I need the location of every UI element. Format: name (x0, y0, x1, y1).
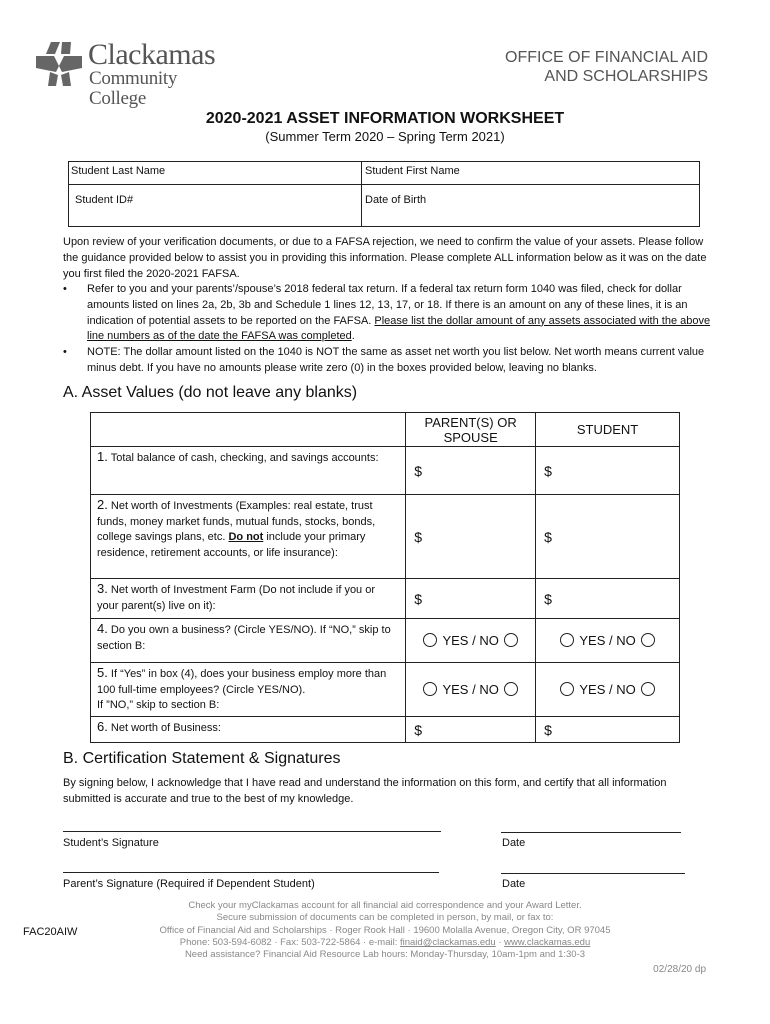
parent-date-label: Date (502, 878, 526, 890)
question-4: 4. Do you own a business? (Circle YES/NO). If “NO,” skip to section B: (91, 619, 406, 663)
form-code: FAC20AIW (23, 926, 78, 938)
yes-radio-icon[interactable] (423, 682, 437, 696)
section-b-heading: B. Certification Statement & Signatures (63, 750, 341, 767)
q6-parent-amount-input[interactable]: $ (406, 717, 536, 743)
student-last-name-field[interactable]: Student Last Name (71, 165, 166, 177)
student-first-name-field[interactable]: Student First Name (365, 165, 460, 177)
page-title: 2020-2021 ASSET INFORMATION WORKSHEET (205, 110, 565, 127)
q5-parent-yes-no[interactable]: YES / NO (406, 663, 536, 717)
student-id-field[interactable]: Student ID# (75, 194, 134, 206)
question-3: 3. Net worth of Investment Farm (Do not include if you or your parent(s) live on it): (91, 579, 406, 619)
no-radio-icon[interactable] (641, 633, 655, 647)
office-line-1: OFFICE OF FINANCIAL AID (505, 49, 708, 66)
question-5: 5. If “Yes” in box (4), does your business employ more than 100 full-time employees? (Circle YES/NO). If ”NO,” skip to section B: (91, 663, 406, 717)
website-link[interactable]: www.clackamas.edu (504, 936, 591, 948)
no-radio-icon[interactable] (504, 633, 518, 647)
section-a-heading: A. Asset Values (do not leave any blanks) (63, 384, 358, 401)
college-name: Clackamas (88, 38, 216, 71)
footer-contact: Check your myClackamas account for all financial aid correspondence and your Award Letter. Secure submission of documents can be completed in person, by mail, or fax to: Office of Financial Aid and Scholarships · Roger Rook Hall · 19600 Molalla Avenue, Oregon City, OR 97045 Phone: 503-594-6082 · Fax: 503-722-5864 · e-mail: finaid@clackamas.edu · www.clackamas.edu Need assistance? Financial Aid Resource Lab hours: Monday-Thursday, 10am-1pm and 1:30-3 (159, 900, 611, 961)
college-subtitle: Community College (89, 68, 178, 109)
q4-student-yes-no[interactable]: YES / NO (536, 619, 680, 663)
asset-values-table (90, 412, 680, 743)
intro-paragraph: Upon review of your verification documents, or due to a FAFSA rejection, we need to confirm the value of your assets. Please follow the guidance provided below to assist you in providing this information. Please complete ALL information below as it was on the date you first filed the 2020-2021 FAFSA. (63, 236, 707, 280)
q5-student-yes-no[interactable]: YES / NO (536, 663, 680, 717)
student-info-box (68, 161, 700, 227)
q2-parent-amount-input[interactable]: $ (406, 495, 536, 579)
question-1: 1. Total balance of cash, checking, and savings accounts: (91, 447, 406, 495)
instruction-list (63, 282, 713, 377)
question-2: 2. Net worth of Investments (Examples: real estate, trust funds, money market funds, mutual funds, stocks, bonds, college savings plans, etc. Do not include your primary residence, retirement accounts, or life insurance): (91, 495, 406, 579)
column-header-student: STUDENT (536, 413, 680, 447)
office-name (505, 48, 708, 86)
no-radio-icon[interactable] (504, 682, 518, 696)
student-signature-line[interactable] (63, 831, 441, 832)
yes-radio-icon[interactable] (423, 633, 437, 647)
q1-student-amount-input[interactable]: $ (536, 447, 680, 495)
parent-date-line[interactable] (501, 873, 685, 874)
date-of-birth-field[interactable]: Date of Birth (365, 194, 427, 206)
no-radio-icon[interactable] (641, 682, 655, 696)
question-6: 6. Net worth of Business: (91, 717, 406, 743)
certification-statement: By signing below, I acknowledge that I have read and understand the information on this form, and certify that all information submitted is accurate and true to the best of my knowledge. (63, 777, 667, 805)
parent-signature-label: Parent’s Signature (Required if Dependent Student) (63, 878, 315, 890)
college-logo-icon (36, 42, 82, 86)
student-date-label: Date (502, 837, 526, 849)
student-signature-label: Student’s Signature (63, 837, 159, 849)
q6-student-amount-input[interactable]: $ (536, 717, 680, 743)
q1-parent-amount-input[interactable]: $ (406, 447, 536, 495)
yes-radio-icon[interactable] (560, 682, 574, 696)
page-subtitle: (Summer Term 2020 – Spring Term 2021) (265, 129, 505, 144)
instruction-item: • NOTE: The dollar amount listed on the 1040 is NOT the same as asset net worth you list below. Net worth means current value minus debt. If you have no amounts please write zero (0) in the boxes provided below, leaving no blanks. (63, 345, 713, 377)
q3-parent-amount-input[interactable]: $ (406, 579, 536, 619)
q4-parent-yes-no[interactable]: YES / NO (406, 619, 536, 663)
office-line-2: AND SCHOLARSHIPS (544, 68, 708, 85)
revision-date: 02/28/20 dp (653, 964, 706, 975)
underlined-instruction: Please list the dollar amount of any assets associated with the above line numbers as of the date the FAFSA was completed (87, 314, 711, 343)
parent-signature-line[interactable] (63, 872, 439, 873)
college-logo (36, 38, 226, 109)
yes-radio-icon[interactable] (560, 633, 574, 647)
q3-student-amount-input[interactable]: $ (536, 579, 680, 619)
instruction-item: • Refer to you and your parents’/spouse’s 2018 federal tax return. If a federal tax return form 1040 was filed, check for dollar amounts listed on lines 2a, 2b, 3b and Schedule 1 lines 12, 13, 17, or 18. If there is an amount on any of these lines, it is an indication of potential assets to be reported on the FAFSA. Please list the dollar amount of any assets associated with the above line numbers as of the date the FAFSA was completed. (63, 282, 713, 345)
student-date-line[interactable] (501, 832, 681, 833)
column-header-parent: PARENT(S) OR SPOUSE (406, 413, 536, 447)
q2-student-amount-input[interactable]: $ (536, 495, 680, 579)
table-corner (91, 413, 406, 447)
email-link[interactable]: finaid@clackamas.edu (399, 936, 496, 948)
